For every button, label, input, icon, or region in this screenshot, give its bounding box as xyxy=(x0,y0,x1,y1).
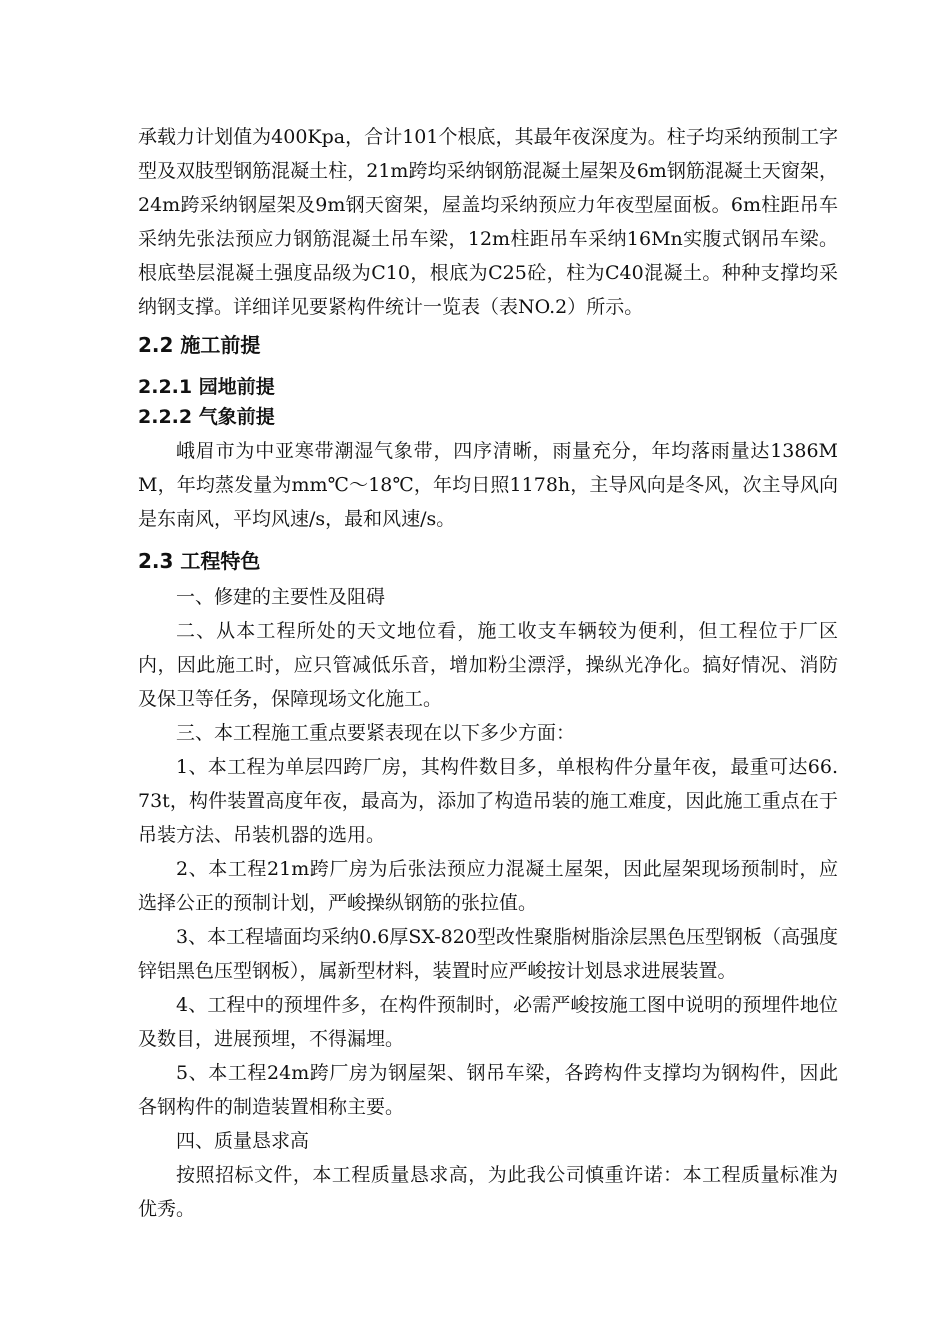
climate-paragraph: 峨眉市为中亚寒带潮湿气象带，四序清晰，雨量充分，年均落雨量达1386MM，年均蒸发量为mm℃～18℃，年均日照1178h，主导风向是冬风，次主导风向是东南风，平均风速/s，最和风速/s。 xyxy=(138,440,838,530)
section-heading-2-2: 2.2 施工前提 xyxy=(138,333,261,357)
feature-paragraph-6: 3、本工程墙面均采纳0.6厚SX-820型改性聚脂树脂涂层黑色压型钢板（高强度锌铝黑色压型钢板），属新型材料，装置时应严峻按计划恳求进展装置。 xyxy=(138,926,838,982)
feature-paragraph-7: 4、工程中的预埋件多，在构件预制时，必需严峻按施工图中说明的预埋件地位及数目，进展预埋，不得漏埋。 xyxy=(138,994,838,1050)
feature-paragraph-2: 二、从本工程所处的天文地位看，施工收支车辆较为便利，但工程位于厂区内，因此施工时，应只管减低乐音，增加粉尘漂浮，操纵光净化。搞好情况、消防及保卫等任务，保障现场文化施工。 xyxy=(138,620,838,710)
feature-paragraph-8: 5、本工程24m跨厂房为钢屋架、钢吊车梁，各跨构件支撑均为钢构件，因此各钢构件的制造装置相称主要。 xyxy=(138,1062,838,1118)
document-page xyxy=(138,120,838,1226)
subsection-heading-2-2-1: 2.2.1 园地前提 xyxy=(138,376,275,398)
intro-paragraph: 承载力计划值为400Kpa，合计101个根底，其最年夜深度为。柱子均采纳预制工字型及双肢型钢筋混凝土柱，21m跨均采纳钢筋混凝土屋架及6m钢筋混凝土天窗架，24m跨采纳钢屋架及9m钢天窗架，屋盖均采纳预应力年夜型屋面板。6m柱距吊车采纳先张法预应力钢筋混凝土吊车梁，12m柱距吊车采纳16Mn实腹式钢吊车梁。根底垫层混凝土强度品级为C10，根底为C25砼，柱为C40混凝土。种种支撑均采纳钢支撑。详细详见要紧构件统计一览表（表NO.2）所示。 xyxy=(138,126,838,318)
feature-paragraph-4: 1、本工程为单层四跨厂房，其构件数目多，单根构件分量年夜，最重可达66.73t，构件装置高度年夜，最高为，添加了构造吊装的施工难度，因此施工重点在于吊装方法、吊装机器的选用。 xyxy=(138,756,838,846)
section-heading-2-3: 2.3 工程特色 xyxy=(138,549,261,573)
feature-paragraph-1: 一、修建的主要性及阻碍 xyxy=(176,586,386,608)
feature-paragraph-3: 三、本工程施工重点要紧表现在以下多少方面： xyxy=(176,722,576,744)
subsection-heading-2-2-2: 2.2.2 气象前提 xyxy=(138,406,275,428)
feature-paragraph-9: 四、质量恳求高 xyxy=(176,1130,310,1152)
feature-paragraph-5: 2、本工程21m跨厂房为后张法预应力混凝土屋架，因此屋架现场预制时，应选择公正的预制计划，严峻操纵钢筋的张拉值。 xyxy=(138,858,838,914)
feature-paragraph-10: 按照招标文件，本工程质量恳求高，为此我公司慎重许诺：本工程质量标准为优秀。 xyxy=(138,1164,838,1220)
